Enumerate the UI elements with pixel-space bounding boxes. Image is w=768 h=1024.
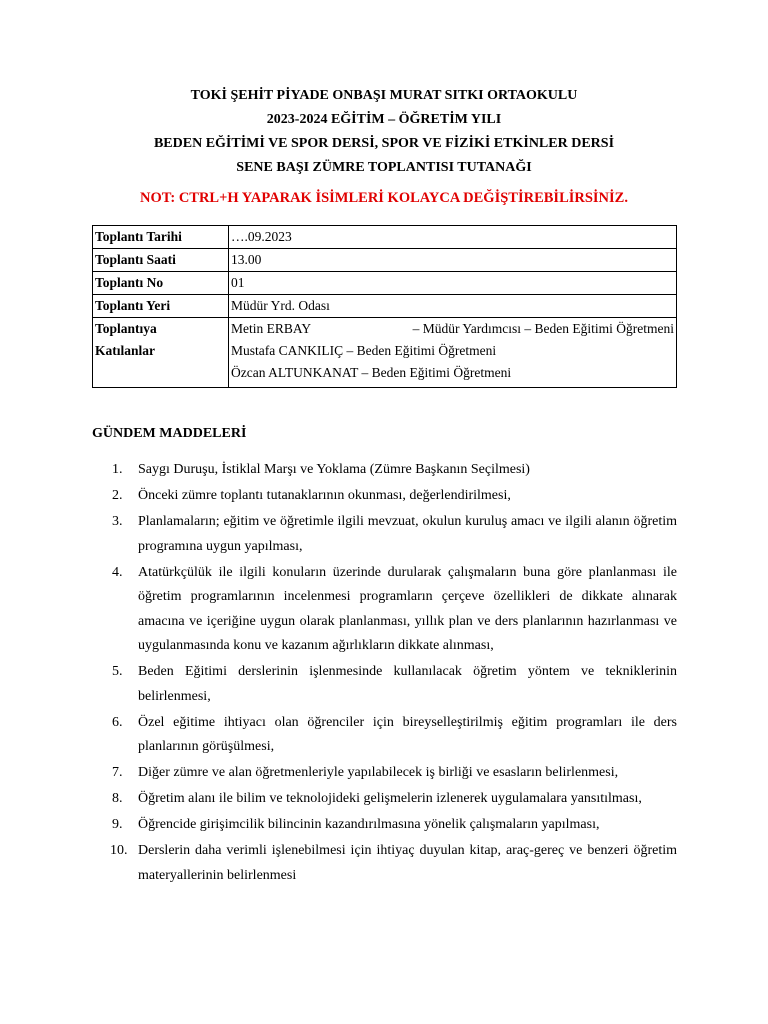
table-row [93, 272, 677, 295]
note-text: NOT: CTRL+H YAPARAK İSİMLERİ KOLAYCA DEĞİŞTİREBİLİRSİNİZ. [140, 190, 628, 206]
item-text: Özel eğitime ihtiyacı olan öğrenciler için bireyselleştirilmiş eğitim programları ile ders planlarının görüşülmesi, [138, 714, 677, 755]
school-name: TOKİ ŞEHİT PİYADE ONBAŞI MURAT SITKI ORTAOKULU [190, 88, 578, 103]
date-value: ….09.2023 [229, 226, 677, 249]
item-text: Önceki zümre toplantı tutanaklarının okunması, değerlendirilmesi, [138, 487, 511, 503]
item-text: Öğrencide girişimcilik bilincinin kazandırılmasına yönelik çalışmaların yapılması, [138, 817, 600, 833]
item-number: 4. [112, 564, 123, 580]
academic-year: 2023-2024 EĞİTİM – ÖĞRETİM YILI [266, 112, 502, 127]
list-item [92, 839, 677, 888]
item-number: 7. [112, 765, 123, 781]
item-text: Diğer zümre ve alan öğretmenleriyle yapılabilecek iş birliği ve esasların belirlenmesi, [138, 765, 619, 781]
course-title: BEDEN EĞİTİMİ VE SPOR DERSİ, SPOR VE FİZİKİ ETKİNLER DERSİ [153, 136, 615, 151]
participant [231, 318, 674, 340]
list-item [92, 561, 677, 659]
agenda-title: GÜNDEM MADDELERİ [92, 426, 247, 441]
meeting-no-value: 01 [229, 272, 677, 295]
time-value: 13.00 [229, 249, 677, 272]
place-value: Müdür Yrd. Odası [229, 295, 677, 318]
participant: Mustafa CANKILIÇ – Beden Eğitimi Öğretmeni [231, 343, 497, 358]
item-number: 2. [112, 487, 123, 503]
participants-label-line: Katılanlar [95, 343, 155, 358]
table-row [93, 249, 677, 272]
meeting-info-table [92, 225, 677, 388]
item-text: Beden Eğitimi derslerinin işlenmesinde kullanılacak öğretim yöntem ve tekniklerinin belirlenmesi, [138, 664, 677, 704]
item-number: 9. [112, 817, 123, 833]
document-header [0, 84, 768, 180]
table-row [93, 295, 677, 318]
meeting-no-label: Toplantı No [93, 272, 229, 295]
list-item [92, 660, 677, 709]
item-number: 1. [112, 462, 123, 477]
participant-role: – Müdür Yardımcısı – Beden Eğitimi Öğretmeni [412, 321, 674, 336]
agenda-list [92, 458, 677, 890]
participants-label-line: Toplantıya [95, 321, 157, 336]
table-row [93, 226, 677, 249]
item-text: Öğretim alanı ile bilim ve teknolojideki gelişmelerin izlenerek uygulamalara yansıtılması, [138, 791, 642, 807]
document-title: SENE BAŞI ZÜMRE TOPLANTISI TUTANAĞI [236, 160, 532, 175]
list-item [92, 510, 677, 559]
item-text: Atatürkçülük ile ilgili konuların üzerinde durularak çalışmaların buna göre planlanması ile öğretim programlarının incelenmesi programların çerçeve özellikleri de dikkate alınarak amacına ve içeriğine uygun olarak planlanması, yıllık plan ve ders planlarının hazırlanması ve uygulanmasında konu ve kazanım ağırlıkların dikkate alınması, [138, 564, 677, 654]
table-row [93, 318, 677, 388]
list-item [92, 458, 677, 483]
participant: Özcan ALTUNKANAT – Beden Eğitimi Öğretmeni [231, 365, 512, 380]
date-label: Toplantı Tarihi [93, 226, 229, 249]
participants-label [93, 318, 229, 388]
list-item [92, 484, 677, 509]
list-item [92, 761, 677, 786]
item-text: Derslerin daha verimli işlenebilmesi için ihtiyaç duyulan kitap, araç-gereç ve benzeri öğretim materyallerinin belirlenmesi [138, 843, 677, 884]
item-number: 10. [110, 843, 128, 859]
item-text: Saygı Duruşu, İstiklal Marşı ve Yoklama (Zümre Başkanın Seçilmesi) [138, 462, 530, 477]
item-number: 8. [112, 791, 123, 807]
list-item [92, 711, 677, 760]
item-number: 6. [112, 714, 123, 730]
item-number: 3. [112, 513, 123, 529]
place-label: Toplantı Yeri [93, 295, 229, 318]
list-item [92, 787, 677, 812]
participants-list [229, 318, 677, 388]
list-item [92, 813, 677, 838]
participant-name: Metin ERBAY [231, 321, 312, 336]
time-label: Toplantı Saati [93, 249, 229, 272]
item-number: 5. [112, 664, 123, 680]
item-text: Planlamaların; eğitim ve öğretimle ilgili mevzuat, okulun kuruluş amacı ve ilgili alanın öğretim programına uygun yapılması, [138, 513, 677, 554]
